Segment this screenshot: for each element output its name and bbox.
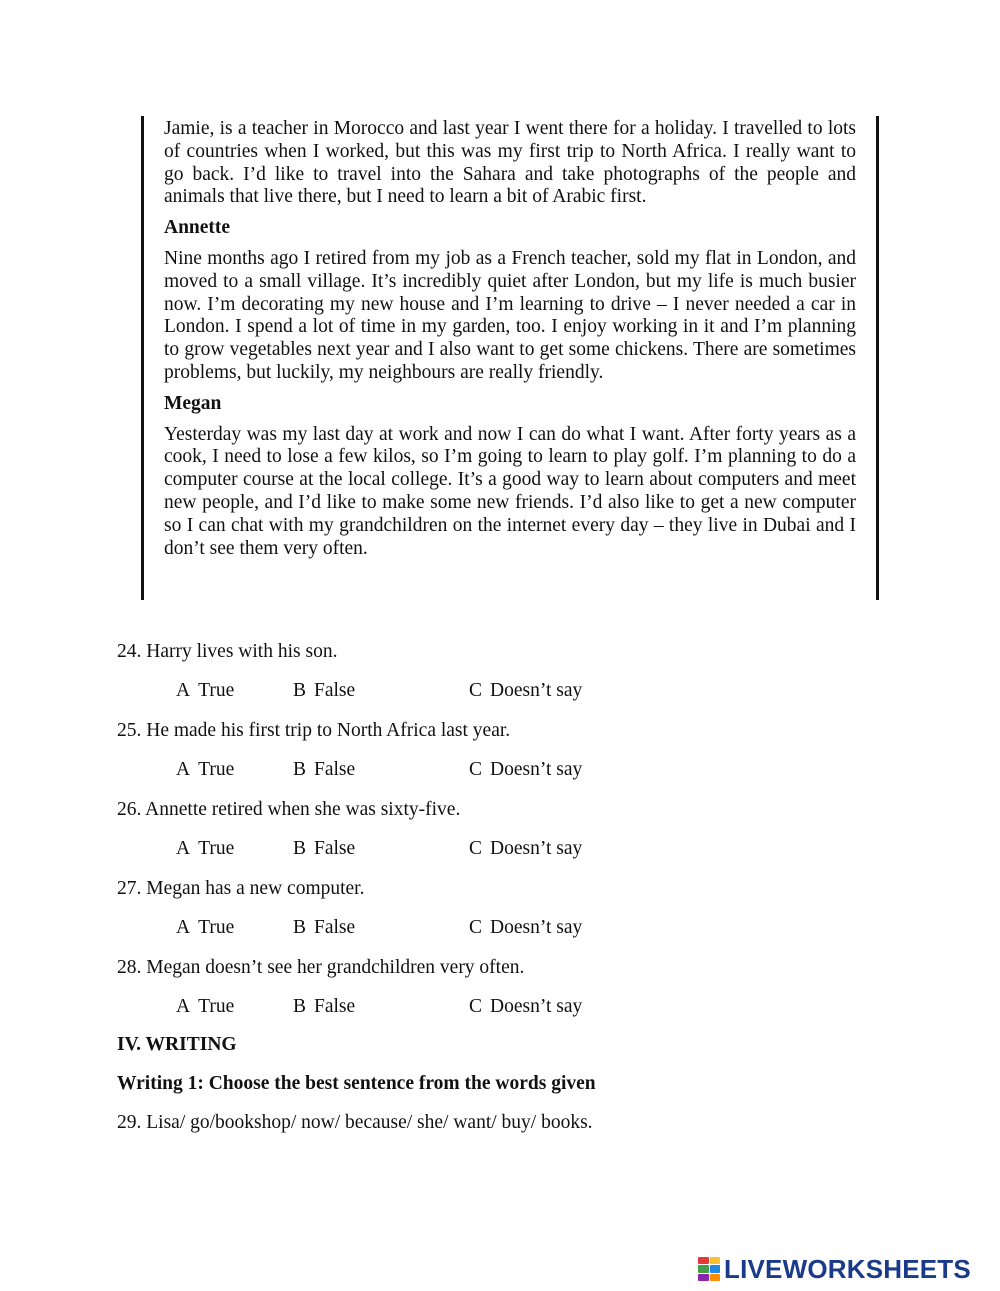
option-b[interactable]: B False — [293, 996, 356, 1017]
liveworksheets-logo — [698, 1253, 971, 1285]
logo-text: LIVEWORKSHEETS — [724, 1254, 971, 1284]
reading-paragraph-annette: Nine months ago I retired from my job as a French teacher, sold my flat in London, and moved to a small village. It’s incredibly quiet after London, but my life is much busier now. I’m decorating my new house and I’m learning to drive – I never needed a car in London. I spend a lot of time in my garden, too. I enjoy working in it and I’m planning to grow vegetables next year and I also want to get some chickens. There are sometimes problems, but luckily, my neighbours are really friendly. — [164, 247, 856, 383]
question-text: 25. He made his first trip to North Africa last year. — [117, 720, 511, 741]
question-28 — [117, 956, 817, 1035]
logo-block — [710, 1265, 721, 1272]
logo-block — [698, 1265, 709, 1272]
option-a[interactable]: A True — [176, 680, 235, 701]
option-c[interactable]: C Doesn’t say — [469, 680, 583, 701]
option-c[interactable]: C Doesn’t say — [469, 759, 583, 780]
question-26 — [117, 798, 817, 877]
option-c[interactable]: C Doesn’t say — [469, 917, 583, 938]
answer-options — [117, 916, 817, 940]
option-b[interactable]: B False — [293, 917, 356, 938]
option-c[interactable]: C Doesn’t say — [469, 996, 583, 1017]
answer-options — [117, 837, 817, 861]
logo-block — [710, 1257, 721, 1264]
reader-name-megan: Megan — [164, 392, 222, 414]
writing-question-29: 29. Lisa/ go/bookshop/ now/ because/ she/ want/ buy/ books. — [117, 1112, 593, 1133]
option-b[interactable]: B False — [293, 838, 356, 859]
option-b[interactable]: B False — [293, 680, 356, 701]
option-a[interactable]: A True — [176, 759, 235, 780]
question-text: 28. Megan doesn’t see her grandchildren very often. — [117, 957, 525, 978]
option-a[interactable]: A True — [176, 838, 235, 859]
option-a[interactable]: A True — [176, 917, 235, 938]
logo-blocks-icon — [698, 1257, 720, 1281]
true-false-questions — [117, 640, 817, 1035]
answer-options — [117, 758, 817, 782]
question-text: 27. Megan has a new computer. — [117, 878, 365, 899]
question-24 — [117, 640, 817, 719]
logo-block — [698, 1257, 709, 1264]
question-27 — [117, 877, 817, 956]
reading-passage-box — [141, 116, 879, 600]
answer-options — [117, 679, 817, 703]
reading-content — [164, 118, 856, 560]
answer-options — [117, 995, 817, 1019]
left-border-rule — [141, 116, 144, 600]
logo-block — [698, 1274, 709, 1281]
writing-section-title: IV. WRITING — [117, 1034, 237, 1055]
question-text: 24. Harry lives with his son. — [117, 641, 338, 662]
option-c[interactable]: C Doesn’t say — [469, 838, 583, 859]
logo-block — [710, 1274, 721, 1281]
question-text: 26. Annette retired when she was sixty-five. — [117, 799, 461, 820]
reading-paragraph-harry: Jamie, is a teacher in Morocco and last year I went there for a holiday. I travelled to lots of countries when I worked, but this was my first trip to North Africa. I really want to go back. I’d like to travel into the Sahara and take photographs of the people and animals that live there, but I need to learn a bit of Arabic first. — [164, 118, 856, 208]
reader-name-annette: Annette — [164, 217, 231, 239]
right-border-rule — [876, 116, 879, 600]
option-b[interactable]: B False — [293, 759, 356, 780]
question-25 — [117, 719, 817, 798]
option-a[interactable]: A True — [176, 996, 235, 1017]
reading-paragraph-megan: Yesterday was my last day at work and now I can do what I want. After forty years as a cook, I need to lose a few kilos, so I’m going to learn to play golf. I’m planning to do a computer course at the local college. It’s a good way to learn about computers and meet new people, and I’d like to make some new friends. I’d also like to get a new computer so I can chat with my grandchildren on the internet every day – they live in Dubai and I don’t see them very often. — [164, 423, 856, 559]
writing-instruction: Writing 1: Choose the best sentence from the words given — [117, 1073, 596, 1094]
